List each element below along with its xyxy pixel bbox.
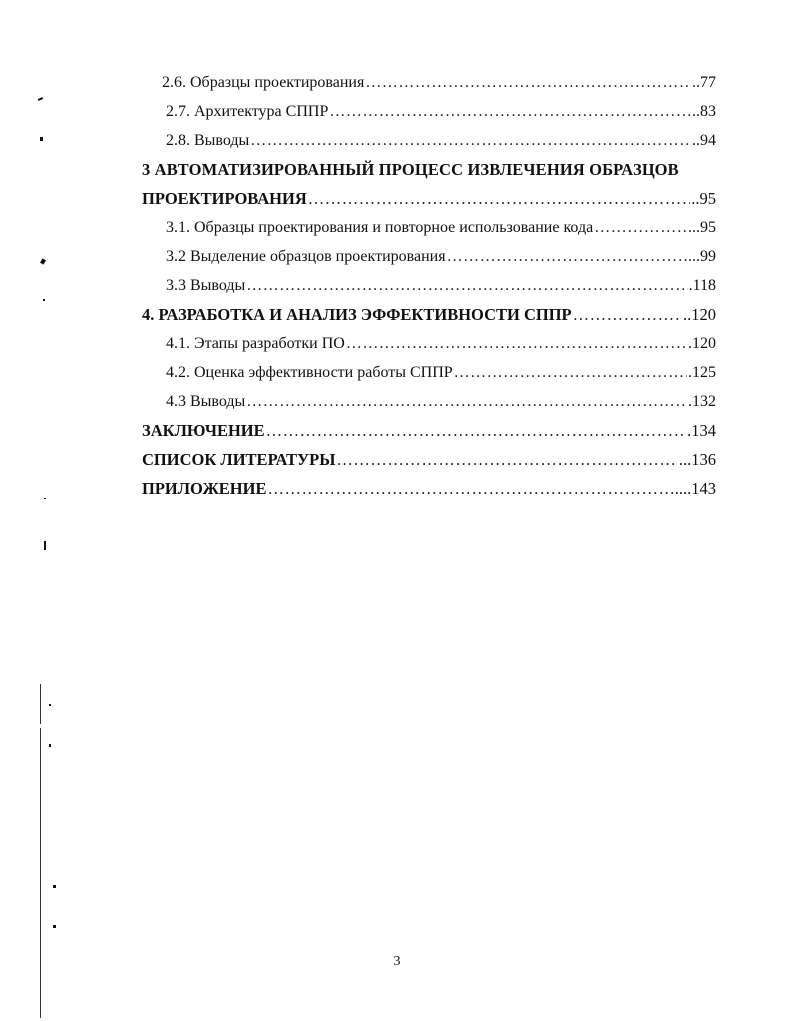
toc-chapter-3-heading: 3 АВТОМАТИЗИРОВАННЫЙ ПРОЦЕСС ИЗВЛЕЧЕНИЯ ОБРАЗЦОВ [142,160,679,179]
toc-entry-title: 3.2 Выделение образцов проектирования [166,248,446,265]
dot-leader [250,126,691,155]
dot-leader [329,97,691,126]
dot-leader [365,68,691,97]
dot-leader [308,184,691,213]
scan-speck [49,744,51,747]
toc-entry-4-1 [142,329,716,358]
toc-entry-title: 4.3 Выводы [166,393,246,410]
page-number: 3 [393,954,401,969]
toc-entry-appendix [142,474,716,503]
toc-entry-title: 4.1. Этапы разработки ПО [166,335,345,352]
toc-entry-title: 2.7. Архитектура СППР [166,103,329,120]
dot-leader [346,329,687,358]
scan-speck [38,97,43,101]
scan-speck [44,498,46,499]
toc-entry-title: ПРОЕКТИРОВАНИЯ [142,189,307,208]
toc-entry-page: .125 [688,364,716,381]
table-of-contents [142,68,716,503]
toc-entry-page: ..83 [692,103,716,120]
toc-entry-3-1 [142,213,716,242]
toc-entry-references [142,445,716,474]
toc-entry-page: .134 [687,421,716,440]
scan-speck [53,925,56,928]
dot-leader [594,213,687,242]
scan-speck [40,258,46,264]
scan-speck [44,541,46,550]
toc-entry-page: ..95 [691,189,716,208]
toc-entry-2-8 [142,126,716,155]
toc-entry-page: .118 [688,277,716,294]
toc-entry-title: 3.3 Выводы [166,277,246,294]
toc-entry-chapter-3 [142,184,716,213]
toc-entry-page: ...95 [688,219,716,236]
toc-entry-chapter-4 [142,300,716,329]
scan-speck [53,885,56,888]
dot-leader [246,387,687,416]
scan-speck [40,137,43,141]
toc-entry-page: .132 [688,393,716,410]
toc-entry-page: ....143 [674,479,716,498]
dot-leader [447,242,687,271]
toc-entry-page: ..77 [692,74,716,91]
toc-entry-title: СПИСОК ЛИТЕРАТУРЫ [142,450,336,469]
toc-entry-conclusion [142,416,716,445]
toc-entry-page: ...136 [678,450,716,469]
toc-entry-4-2 [142,358,716,387]
toc-entry-page: ..94 [692,132,716,149]
toc-entry-3-2 [142,242,716,271]
scan-speck [49,704,51,706]
toc-entry-4-3 [142,387,716,416]
dot-leader [266,416,687,445]
dot-leader [267,474,673,503]
toc-entry-2-7 [142,97,716,126]
toc-entry-page: ...99 [688,248,716,265]
toc-entry-3-3 [142,271,716,300]
toc-entry-title: ЗАКЛЮЧЕНИЕ [142,421,265,440]
toc-entry-title: 4. РАЗРАБОТКА И АНАЛИЗ ЭФФЕКТИВНОСТИ СППР [142,305,572,324]
toc-entry-title: 3.1. Образцы проектирования и повторное использование кода [166,219,594,236]
toc-entry-title: 4.2. Оценка эффективности работы СППР [166,364,453,381]
scan-speck [43,299,45,301]
dot-leader [336,445,677,474]
toc-entry-title: ПРИЛОЖЕНИЕ [142,479,267,498]
toc-entry-2-6 [142,68,716,97]
scan-edge-line [40,728,41,1018]
dot-leader [573,300,682,329]
dot-leader [246,271,687,300]
dot-leader [454,358,687,387]
toc-entry-title: 2.8. Выводы [166,132,250,149]
toc-entry-page: ..120 [683,305,716,324]
toc-entry-title: 2.6. Образцы проектирования [162,74,365,91]
scan-edge-line [40,684,41,724]
toc-entry-page: .120 [688,335,716,352]
